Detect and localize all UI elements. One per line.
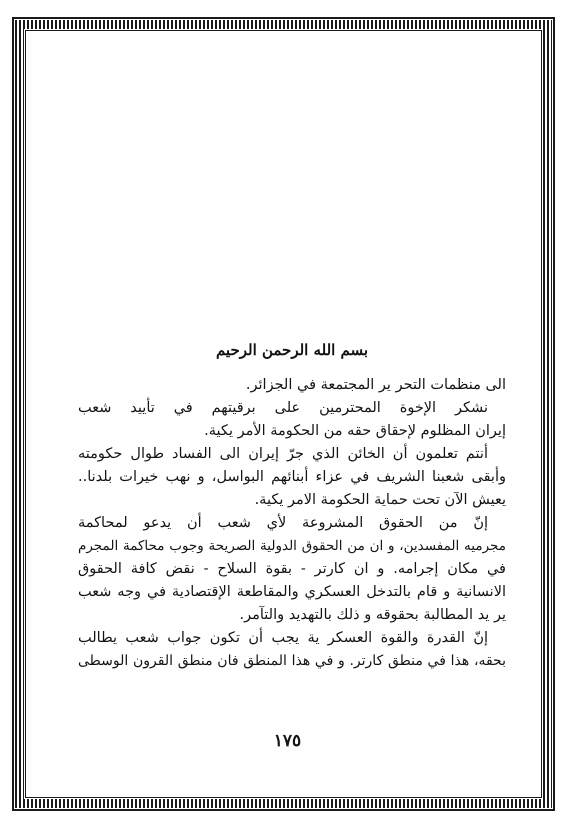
text-line: ير يد المطالبة بحقوقه و ذلك بالتهديد والتآمر.: [239, 607, 506, 623]
text-line: أنتم تعلمون أن الخائن الذي جرّ إيران الى الفساد طوال حكومته: [78, 446, 488, 462]
text-line: بحقه، هذا في منطق كارتر. و في هذا المنطق فان منطق القرون الوسطى: [78, 653, 506, 669]
letter-body: [78, 340, 506, 673]
text-line: إيران المظلوم لإحقاق حقه من الحكومة الأمر يكية.: [204, 423, 506, 439]
page-number: ١٧٥: [273, 731, 302, 751]
text-line: في مكان إجرامه. و ان كارتر - بقوة السلاح - نقض كافة الحقوق: [78, 561, 506, 577]
text-line-salutation: الى منظمات التحر ير المجتمعة في الجزائر.: [245, 377, 506, 393]
text-line: يعيش الآن تحت حماية الحكومة الامر يكية.: [254, 492, 506, 508]
text-line: إنّ القدرة والقوة العسكر ية يجب أن تكون جواب شعب يطالب: [78, 630, 488, 646]
text-line: وأبقى شعبنا الشريف في عزاء أبنائهم البواسل، و نهب خيرات بلدنا..: [78, 469, 506, 485]
text-line: الانسانية و قام بالتدخل العسكري والمقاطعة الإقتصادية في وجه شعب: [78, 584, 506, 600]
text-line: نشكر الإخوة المحترمين على برقيتهم في تأييد شعب: [78, 400, 488, 416]
basmala-heading: بسم الله الرحمن الرحيم: [215, 341, 369, 359]
text-line: إنّ من الحقوق المشروعة لأي شعب أن يدعو لمحاكمة: [78, 515, 488, 531]
text-line: مجرميه المفسدين، و ان من الحقوق الدولية الصريحة وجوب محاكمة المجرم: [78, 538, 506, 554]
